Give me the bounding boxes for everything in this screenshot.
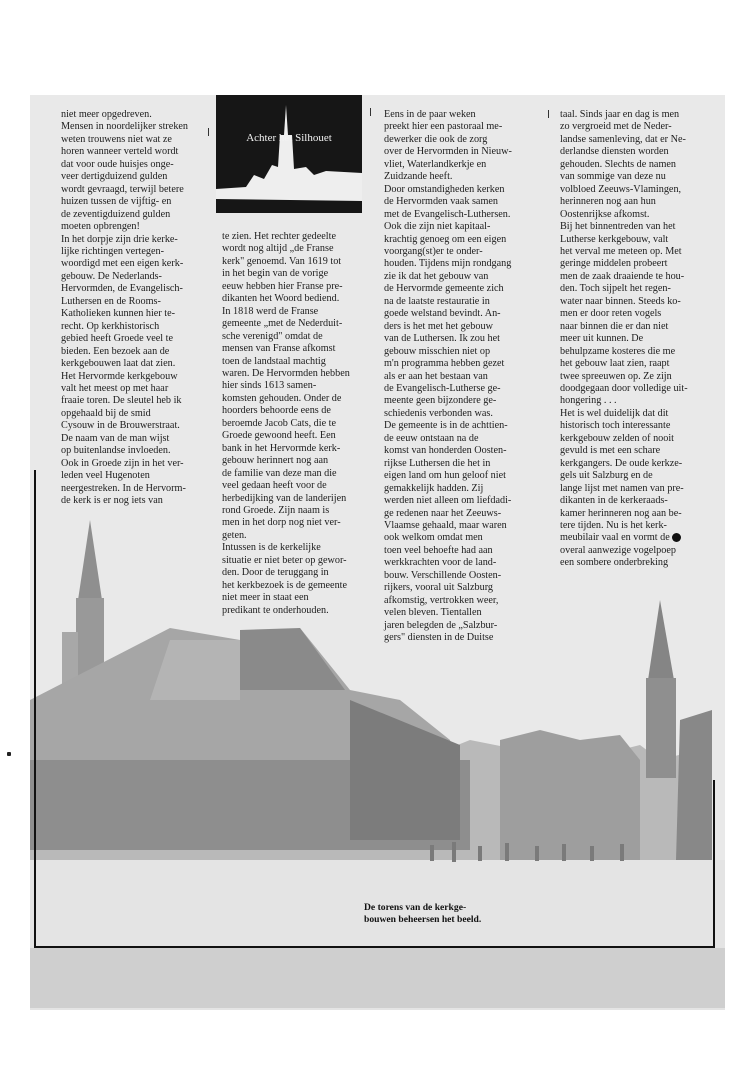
text-line: gebouw. De Nederlands- — [61, 270, 162, 282]
text-line: historisch toch interessante — [560, 420, 671, 432]
text-line: schiedenis verbonden was. — [384, 407, 493, 419]
text-line: overal aanwezige vogelpoep — [560, 544, 676, 556]
column-rule-2 — [370, 108, 371, 116]
text-line: na de laatste restauratie in — [384, 295, 490, 307]
text-line: neergestreken. In de Hervorm- — [61, 482, 186, 494]
text-line: de Hervormden vaak samen — [384, 196, 498, 208]
text-line: fraaie toren. De sleutel heb ik — [61, 395, 182, 407]
text-line: gels uit Salzburg en de — [560, 470, 653, 482]
text-line: bieden. Een bezoek aan de — [61, 345, 170, 357]
text-line: ook welkom omdat men — [384, 532, 483, 544]
caption-line-2: bouwen beheersen het beeld. — [364, 914, 482, 925]
text-line: veer dertigduizend gulden — [61, 171, 168, 183]
text-line: meente geen bijzondere ge- — [384, 395, 497, 407]
text-line: rijkers, vooral uit Salzburg — [384, 582, 494, 594]
header-silhouette — [216, 95, 362, 213]
text-line: preekt hier een pastoraal me- — [384, 121, 503, 133]
text-line: de eeuw ontstaan na de — [384, 432, 479, 444]
text-line: kerkgangers. De oude kerkze- — [560, 457, 683, 469]
text-line: de familie van deze man die — [222, 467, 337, 479]
text-line: eeuw hebben hier Franse pre- — [222, 280, 343, 292]
text-line: kerk" genoemd. Van 1619 tot — [222, 255, 342, 267]
text-line: werden niet alleen om liefdadi- — [384, 495, 512, 507]
text-line: goede welstand bevindt. An- — [384, 308, 501, 320]
text-line: In 1818 werd de Franse — [222, 305, 319, 317]
text-line: te zien. Het rechter gedeelte — [222, 231, 336, 242]
text-line: predikant te onderhouden. — [222, 604, 329, 616]
text-line: lange lijst met namen van pre- — [560, 482, 684, 494]
text-line: gebied heeft Groede veel te — [61, 333, 174, 345]
photo-right-spire — [648, 600, 674, 680]
text-line: horen wanneer verteld wordt — [61, 146, 179, 158]
text-line: Ook die zijn niet kapitaal- — [384, 221, 491, 233]
text-line: den. Toch sijpelt het regen- — [560, 283, 671, 295]
text-line: tere tijden. Nu is het kerk- — [560, 519, 667, 531]
text-line: behulpzame kosteres die me — [560, 345, 676, 357]
text-line: vliet, Waterlandkerkje en — [384, 158, 487, 170]
text-line: men de zaak draaiende te hou- — [560, 270, 685, 282]
margin-mark — [7, 752, 11, 756]
text-line: bank in het Hervormde kerk- — [222, 442, 341, 454]
text-line: wordt gevraagd, terwijl betere — [61, 183, 184, 195]
section-title: Achter het Silhouet — [246, 132, 332, 144]
text-line: werkkrachten voor de land- — [384, 557, 497, 569]
text-line: den. Door de teruggang in — [222, 567, 329, 579]
text-line: krachtig genoeg om een eigen — [384, 233, 507, 245]
text-line: men in het dorp nog niet ver- — [222, 517, 341, 529]
text-line: valt het meest op met haar — [61, 382, 169, 394]
text-line: toen de landstaal machtig — [222, 355, 326, 367]
text-line: geten. — [222, 529, 247, 541]
text-line: recht. Op kerkhistorisch — [61, 320, 160, 332]
text-line: m'n programma hebben gezet — [384, 358, 505, 370]
text-line: meer uit kunnen. De — [560, 333, 644, 345]
text-line: moeten opbrengen! — [61, 221, 140, 233]
text-line: zie ik dat het gebouw van — [384, 270, 489, 282]
text-line: Mensen in noordelijker streken — [61, 121, 189, 133]
text-line: houden. Tijdens mijn rondgang — [384, 258, 512, 270]
text-line: men er door reten vogels — [560, 308, 662, 320]
text-line: rond Groede. Zijn naam is — [222, 504, 330, 516]
text-line: gevuld is met een schare — [560, 445, 661, 457]
text-line: herbedijking van de landerijen — [222, 492, 347, 504]
text-line: kerkgebouw zelden of nooit — [560, 432, 675, 444]
photo-caption — [364, 902, 481, 926]
text-line: waren. De Hervormden hebben — [222, 367, 350, 379]
text-line: lijke richtingen vertegen- — [61, 245, 164, 257]
text-line: gers" diensten in de Duitse — [384, 632, 494, 644]
text-line: een sombere onderbreking — [560, 557, 669, 569]
text-line: Intussen is de kerkelijke — [222, 542, 321, 554]
text-line: niet meer in staat een — [222, 592, 309, 604]
text-line: jaren belegden de „Salzbur- — [384, 619, 498, 631]
text-line: bouw. Verschillende Oosten- — [384, 569, 502, 581]
text-line: met de Evangelisch-Luthersen. — [384, 208, 511, 220]
text-line: afkomstig, vertrokken weer, — [384, 594, 499, 606]
text-line: Oostenrijkse afkomst. — [560, 208, 650, 220]
text-line: Katholieken kunnen hier te- — [61, 308, 176, 320]
text-line: woordigd met een eigen kerk- — [61, 258, 184, 270]
text-line: voorgang(st)er te onder- — [384, 245, 483, 257]
text-line: hongering . . . — [560, 395, 617, 407]
text-line: opgehaald bij de smid — [61, 407, 151, 419]
photo-frame-right — [713, 780, 715, 948]
text-line: eigen land om hun geloof niet — [384, 470, 506, 482]
column-rule-3 — [548, 110, 549, 118]
text-line: toen veel behoefte had aan — [384, 544, 493, 556]
text-line: volbloed Zeeuws-Vlamingen, — [560, 183, 682, 195]
text-line: dewerker die ook de zorg — [384, 133, 488, 145]
text-line: de Evangelisch-Lutherse ge- — [384, 382, 501, 394]
text-line: van sommige van deze nu — [560, 171, 666, 183]
text-line: de Hervormde gemeente zich — [384, 283, 504, 295]
text-line: dikanten het Woord bediend. — [222, 293, 340, 305]
text-line: taal. Sinds jaar en dag is men — [560, 109, 680, 120]
text-line: niet meer opgedreven. — [61, 109, 152, 120]
text-line: Cysouw in de Brouwerstraat. — [61, 420, 180, 432]
text-line: komst van honderden Oosten- — [384, 445, 507, 457]
photo-frame-left — [34, 470, 36, 948]
text-line: komsten gehouden. Onder de — [222, 392, 342, 404]
text-line: beroemde Jacob Cats, die te — [222, 417, 337, 429]
text-line: in het begin van de vorige — [222, 268, 329, 280]
text-line: Lutherse kerkgebouw, valt — [560, 233, 669, 245]
text-line: weten trouwens niet wat ze — [61, 133, 172, 145]
text-line: De gemeente is in de achttien- — [384, 420, 508, 432]
text-line: velen bleven. Tientallen — [384, 607, 482, 619]
text-line: Vlaamse gehaald, maar waren — [384, 519, 507, 531]
text-line: twee spreeuwen op. Ze zijn — [560, 370, 672, 382]
text-line: In het dorpje zijn drie kerke- — [61, 233, 178, 245]
text-line: als er aan het bestaan van — [384, 370, 488, 382]
text-line: landse samenleving, dat er Ne- — [560, 133, 686, 145]
text-line: kerkgebouwen laat dat zien. — [61, 358, 176, 370]
text-line: herinneren nog aan hun — [560, 196, 656, 208]
text-line: de zeventigduizend gulden — [61, 208, 171, 220]
text-line: ders is het met het gebouw — [384, 320, 493, 332]
text-line: ge redenen naar het Zeeuws- — [384, 507, 502, 519]
text-line: de kerk is er nog iets van — [61, 495, 163, 507]
text-line: meubilair vaal en vormt de — [560, 532, 670, 544]
text-column-4 — [560, 109, 688, 570]
photo-left-spire — [78, 520, 102, 600]
text-line: dat voor oude huisjes onge- — [61, 158, 174, 170]
column-rule-1 — [208, 128, 209, 136]
text-line: het kerkbezoek is de gemeente — [222, 579, 348, 591]
text-line: kamer herinneren nog aan be- — [560, 507, 682, 519]
text-line: Eens in de paar weken — [384, 109, 476, 120]
text-line: rijkse Luthersen die het in — [384, 457, 491, 469]
text-line: gebouw misschien niet op — [384, 345, 491, 357]
photo-frame-bottom — [34, 946, 715, 948]
text-line: leden veel Hugenoten — [61, 470, 150, 482]
text-line: Het is wel duidelijk dat dit — [560, 407, 669, 419]
text-line: Luthersen en de Rooms- — [61, 295, 161, 307]
text-line: veel gedaan heeft voor de — [222, 480, 327, 492]
text-line: Ook in Groede zijn in het ver- — [61, 457, 184, 469]
text-line: over de Hervormden in Nieuw- — [384, 146, 512, 158]
text-line: gemeente „met de Nederduit- — [222, 318, 343, 330]
text-line: water naar binnen. Steeds ko- — [560, 295, 681, 307]
text-line: Groede gewoond heeft. Een — [222, 430, 336, 442]
text-line: doodgegaan door volledige uit- — [560, 382, 688, 394]
text-column-1 — [61, 109, 188, 508]
text-line: geringe middelen probeert — [560, 258, 668, 270]
text-line: zo vergroeid met de Neder- — [560, 121, 672, 133]
text-line: dikanten in de kerkeraads- — [560, 495, 668, 507]
text-column-3 — [384, 109, 512, 644]
text-line: van de Luthersen. Ik zou het — [384, 333, 500, 345]
text-line: huizen tussen de vijftig- en — [61, 196, 172, 208]
text-line: hoorders behoorde eens de — [222, 405, 331, 417]
text-line: mensen van Franse afkomst — [222, 343, 336, 355]
text-line: sche verenigd" omdat de — [222, 330, 323, 342]
text-line: situatie er niet beter op gewor- — [222, 554, 347, 566]
text-line: op buitenlandse invloeden. — [61, 445, 171, 457]
text-column-2 — [222, 231, 350, 617]
text-line: derlandse diensten worden — [560, 146, 669, 158]
text-line: het gebouw laat zien, raapt — [560, 358, 670, 370]
caption-line-1: De torens van de kerkge- — [364, 902, 467, 913]
text-line: gemakkelijk hadden. Zij — [384, 482, 484, 494]
end-of-article-bullet — [672, 533, 681, 542]
text-line: Het Hervormde kerkgebouw — [61, 370, 178, 382]
text-line: gehouden. Slechts de namen — [560, 158, 676, 170]
text-line: Zuidzande heeft. — [384, 171, 453, 183]
text-line: De naam van de man wijst — [61, 432, 170, 444]
text-line: wordt nog altijd „de Franse — [222, 243, 334, 255]
section-header — [216, 95, 362, 213]
text-line: gebouw herinnert nog aan — [222, 455, 329, 467]
text-line: Bij het binnentreden van het — [560, 221, 676, 233]
text-line: Hervormden, de Evangelisch- — [61, 283, 183, 295]
text-line: het verval me meteen op. Met — [560, 245, 682, 257]
text-line: hier sinds 1613 samen- — [222, 380, 317, 392]
photo-right-tower — [646, 678, 676, 778]
text-line: Door omstandigheden kerken — [384, 183, 505, 195]
text-line: naar binnen die er dan niet — [560, 320, 669, 332]
